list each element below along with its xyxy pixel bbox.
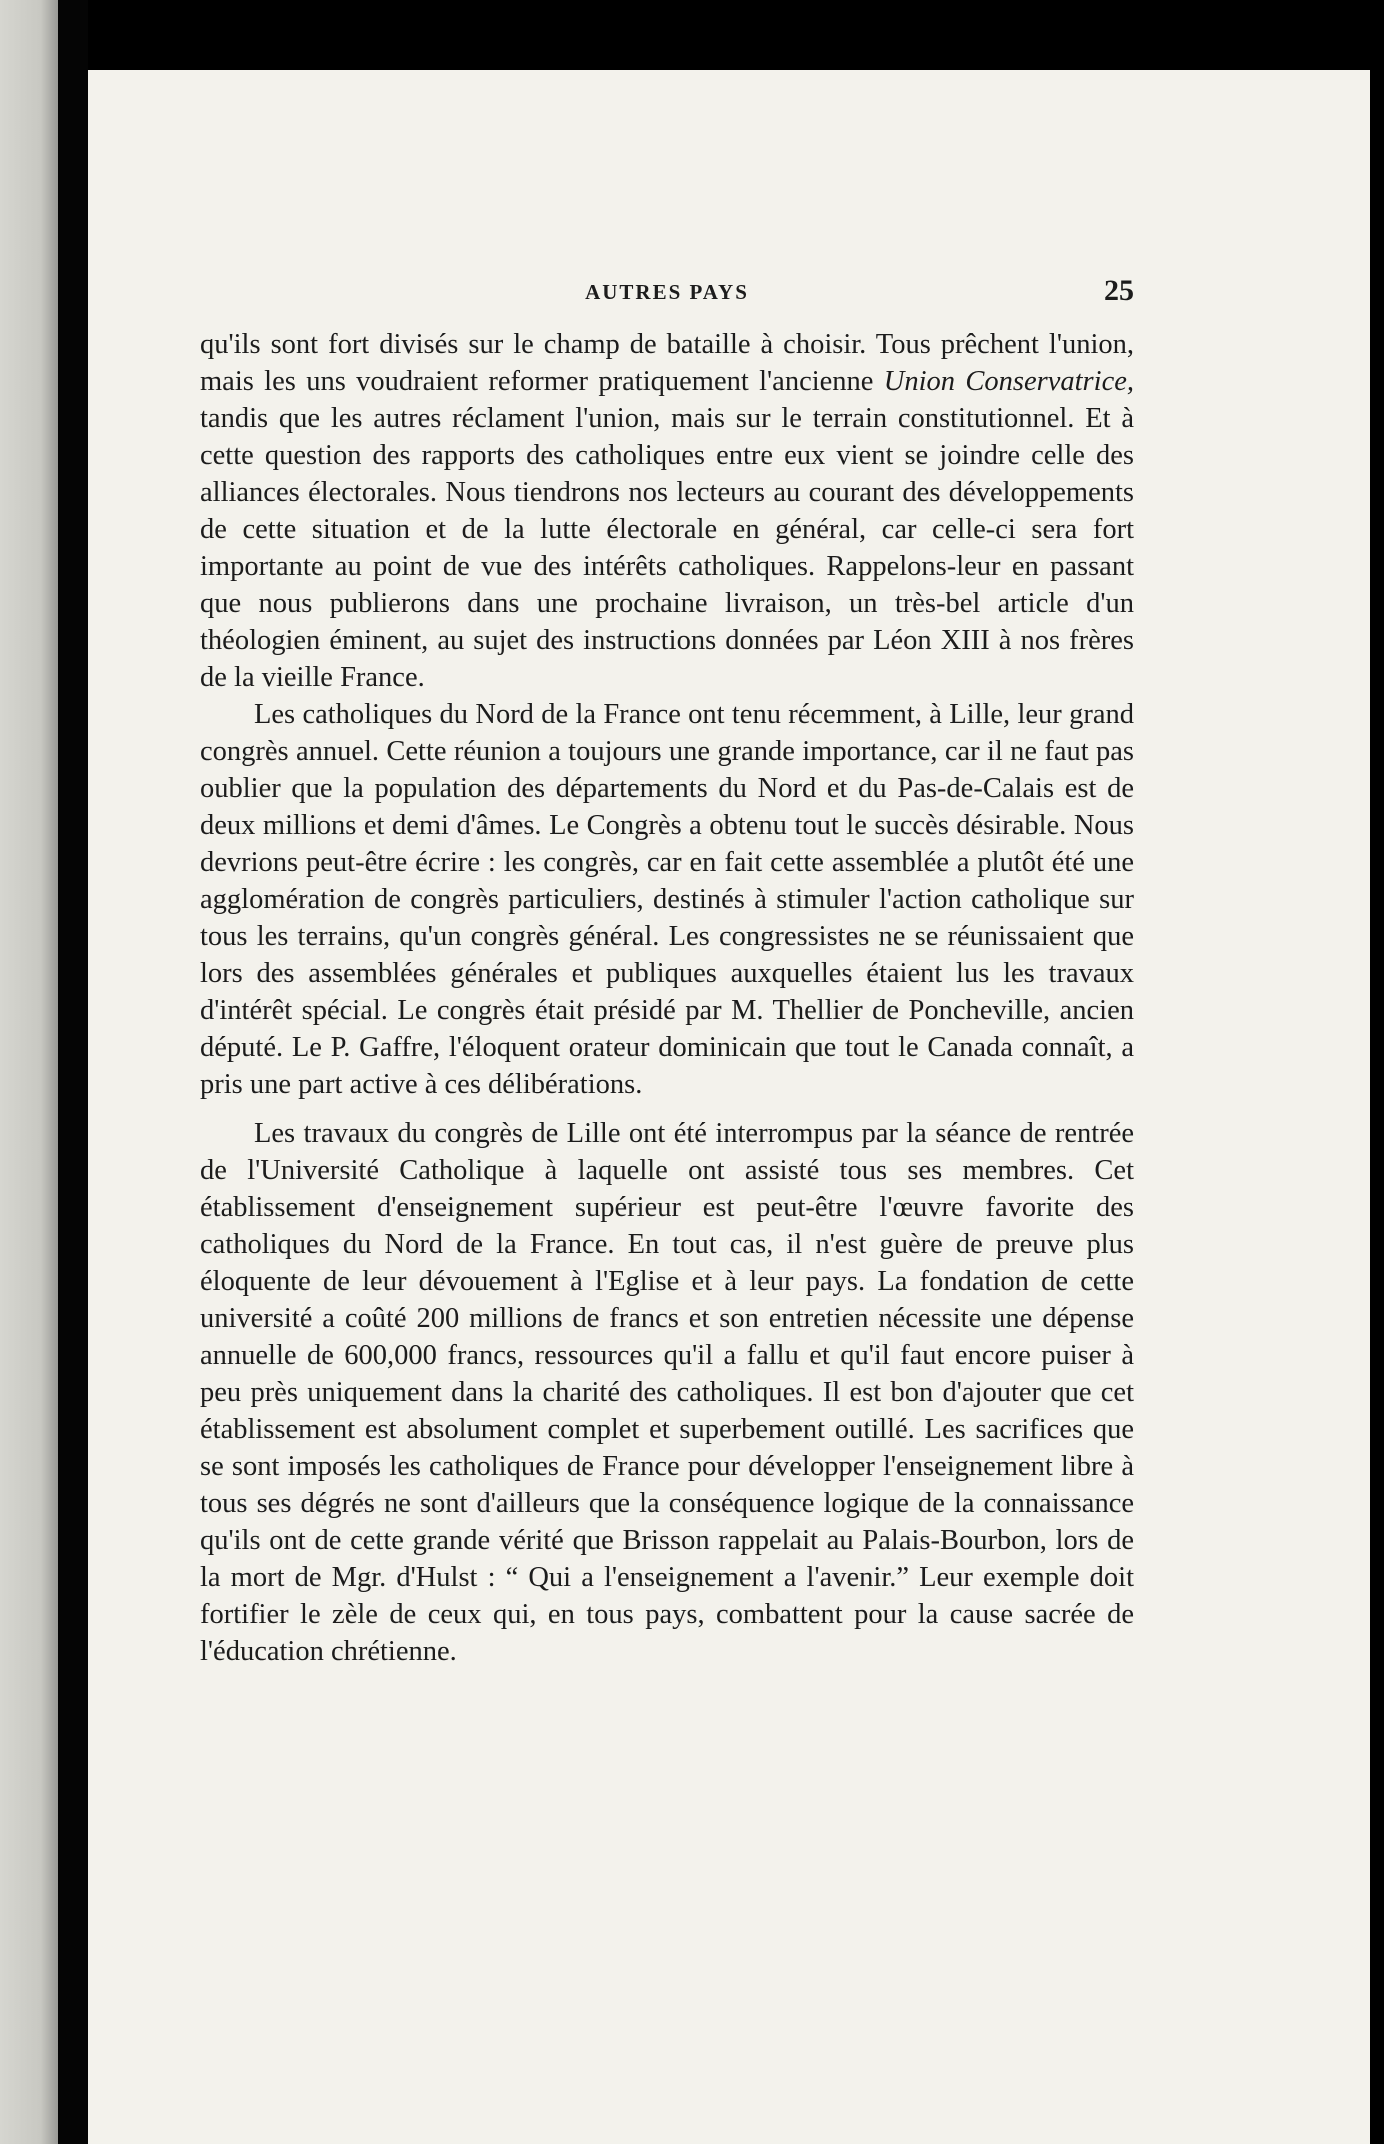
paragraph-continuation [200, 326, 1134, 696]
scan-border [1370, 70, 1384, 2144]
running-head [200, 272, 1134, 326]
paragraph-text-after-italic: tandis que les autres réclament l'union, mais sur le terrain constitutionnel. Et à cette question des rapports des catholiques entre eux vient se joindre celle des alliances électorales. Nous tiendrons nos lecteurs au courant des développements de cette situation et de la lutte électorale en général, car celle-ci sera fort importante au point de vue des intérêts catholiques. Rappelons-leur en passant que nous publierons dans une prochaine livraison, un très-bel article d'un théologien éminent, au sujet des instructions données par Léon XIII à nos frères de la vieille France. [200, 403, 1134, 693]
paragraph-catholic-university: Les travaux du congrès de Lille ont été interrompus par la séance de rentrée de l'Université Catholique à laquelle ont assisté tous ses membres. Cet établissement d'enseignement supérieur est peut-être l'œuvre favorite des catholiques du Nord de la France. En tout cas, il n'est guère de preuve plus éloquente de leur dévouement à l'Eglise et à leur pays. La fondation de cette université a coûté 200 millions de francs et son entretien nécessite une dépense annuelle de 600,000 francs, ressources qu'il a fallu et qu'il faut encore puiser à peu près uniquement dans la charité des catholiques. Il est bon d'ajouter que cet établissement est absolument complet et superbement outillé. Les sacrifices que se sont imposés les catholiques de France pour développer l'enseignement libre à tous ses dégrés ne sont d'ailleurs que la conséquence logique de la connaissance qu'ils ont de cette grande vérité que Brisson rappelait au Palais-Bourbon, lors de la mort de Mgr. d'Hulst : “ Qui a l'enseignement a l'avenir.” Leur exemple doit fortifier le zèle de ceux qui, en tous pays, combattent pour la cause sacrée de l'éducation chrétienne. [200, 1118, 1134, 1667]
page-number: 25 [1104, 274, 1134, 307]
italic-party-name: Union Conservatrice, [883, 366, 1134, 397]
adjacent-page-strip [0, 0, 58, 2144]
running-title: AUTRES PAYS [585, 280, 749, 304]
paragraph-text-before-italic: qu'ils sont fort divisés sur le champ de bataille à choisir. Tous prêchent l'union, mais les uns voudraient reformer pratiquement l'ancienne [200, 329, 1134, 397]
page-text-block [200, 272, 1134, 1670]
paragraph-lille-congress: Les catholiques du Nord de la France ont tenu récemment, à Lille, leur grand congrès annuel. Cette réunion a toujours une grande importance, car il ne faut pas oublier que la population des départements du Nord et du Pas-de-Calais est de deux millions et demi d'âmes. Le Congrès a obtenu tout le succès désirable. Nous devrions peut-être écrire : les congrès, car en fait cette assemblée a plutôt été une agglomération de congrès particuliers, destinés à stimuler l'action catholique sur tous les terrains, qu'un congrès général. Les congressistes ne se réunissaient que lors des assemblées générales et publiques auxquelles étaient lus les travaux d'intérêt spécial. Le congrès était présidé par M. Thellier de Poncheville, ancien député. Le P. Gaffre, l'éloquent orateur dominicain que tout le Canada connaît, a pris une part active à ces délibérations. [200, 699, 1134, 1100]
book-gutter [58, 0, 88, 2144]
